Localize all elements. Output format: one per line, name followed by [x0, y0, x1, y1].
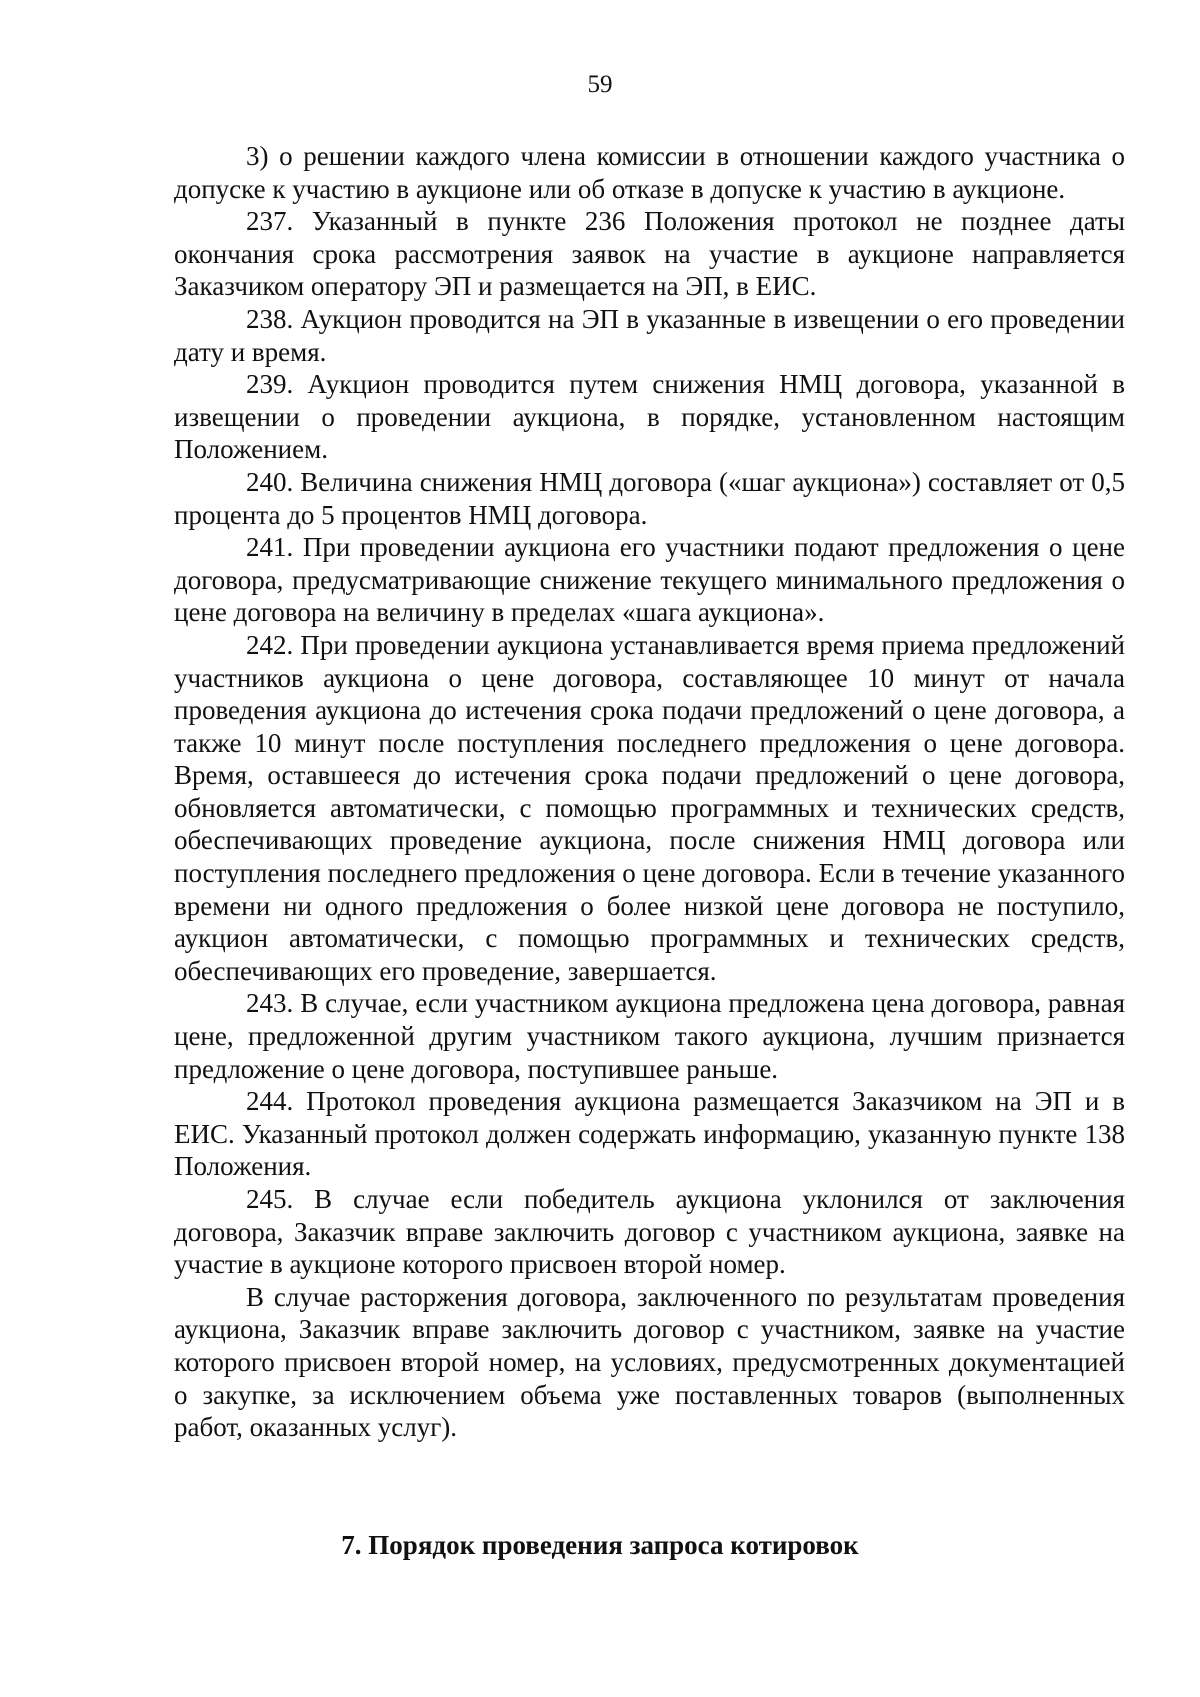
paragraph-244: 244. Протокол проведения аукциона размещается Заказчиком на ЭП и в ЕИС. Указанный протокол должен содержать информацию, указанную пункте 138 Положения.	[174, 1086, 1125, 1182]
paragraph-245-continued: В случае расторжения договора, заключенного по результатам проведения аукциона, Заказчик вправе заключить договор с участником, заявке на участие которого присвоен второй номер, на условиях, предусмотренных документацией о закупке, за исключением объема уже поставленных товаров (выполненных работ, оказанных услуг).	[174, 1281, 1125, 1443]
body-text	[174, 140, 1125, 1444]
paragraph-238: 238. Аукцион проводится на ЭП в указанные в извещении о его проведении дату и время.	[174, 303, 1125, 367]
section-heading: 7. Порядок проведения запроса котировок	[341, 1530, 859, 1560]
page-number: 59	[587, 71, 613, 98]
paragraph-242: 242. При проведении аукциона устанавливается время приема предложений участников аукциона о цене договора, составляющее 10 минут от начала проведения аукциона до истечения срока подачи предложений о цене договора, а также 10 минут после поступления последнего предложения о цене договора. Время, оставшееся до истечения срока подачи предложений о цене договора, обновляется автоматически, с помощью программных и технических средств, обеспечивающих проведение аукциона, после снижения НМЦ договора или поступления последнего предложения о цене договора. Если в течение указанного времени ни одного предложения о более низкой цене договора не поступило, аукцион автоматически, с помощью программных и технических средств, обеспечивающих его проведение, завершается.	[174, 629, 1125, 986]
paragraph-239: 239. Аукцион проводится путем снижения НМЦ договора, указанной в извещении о проведении аукциона, в порядке, установленном настоящим Положением.	[174, 369, 1125, 465]
paragraph-245: 245. В случае если победитель аукциона уклонился от заключения договора, Заказчик вправе заключить договор с участником аукциона, заявке на участие в аукционе которого присвоен второй номер.	[174, 1184, 1125, 1280]
paragraph-241: 241. При проведении аукциона его участники подают предложения о цене договора, предусматривающие снижение текущего минимального предложения о цене договора на величину в пределах «шага аукциона».	[174, 532, 1125, 628]
paragraph-243: 243. В случае, если участником аукциона предложена цена договора, равная цене, предложенной другим участником такого аукциона, лучшим признается предложение о цене договора, поступившее раньше.	[174, 988, 1125, 1084]
paragraph-item-3: 3) о решении каждого члена комиссии в отношении каждого участника о допуске к участию в аукционе или об отказе в допуске к участию в аукционе.	[174, 141, 1125, 204]
paragraph-240: 240. Величина снижения НМЦ договора («шаг аукциона») составляет от 0,5 процента до 5 процентов НМЦ договора.	[174, 466, 1125, 530]
paragraph-237: 237. Указанный в пункте 236 Положения протокол не позднее даты окончания срока рассмотрения заявок на участие в аукционе направляется Заказчиком оператору ЭП и размещается на ЭП, в ЕИС.	[174, 206, 1125, 302]
